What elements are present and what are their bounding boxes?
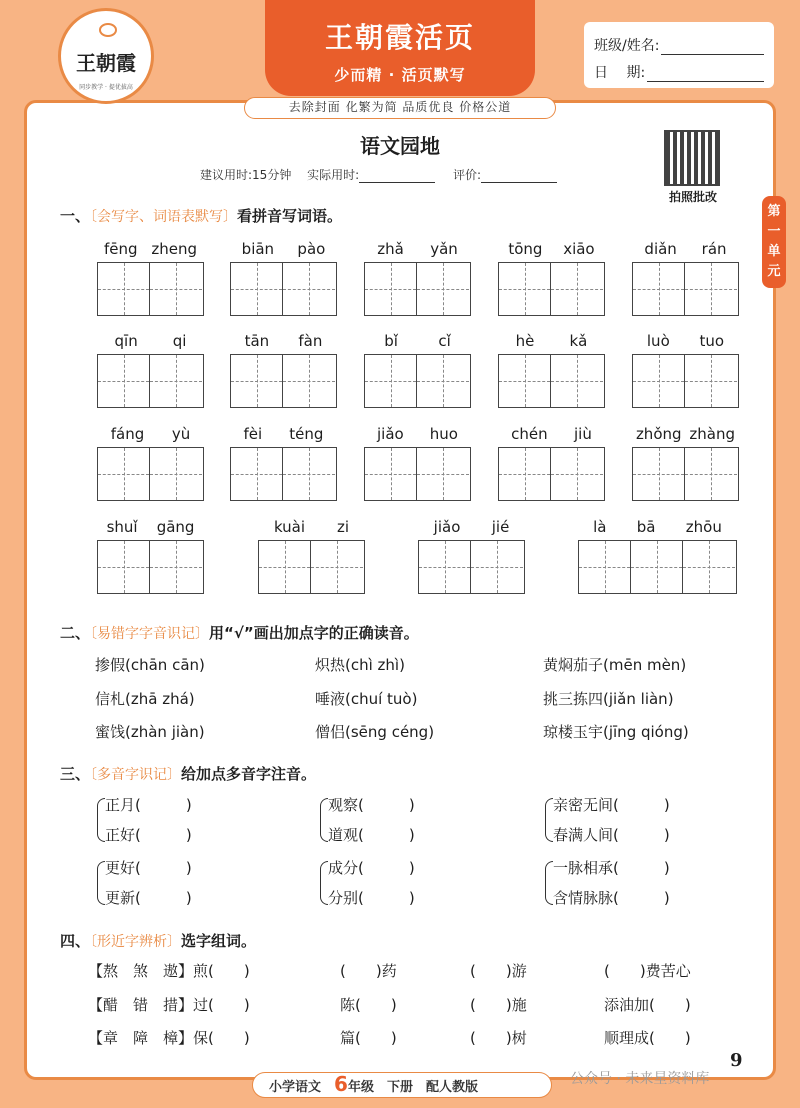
pronunciation-item[interactable]: 蜜饯(zhàn jiàn)	[95, 723, 205, 741]
writing-boxes	[498, 354, 605, 408]
pinyin-group	[364, 240, 471, 316]
writing-cell[interactable]	[499, 263, 551, 315]
pronunciation-item[interactable]: 炽热(chì zhì)	[315, 656, 405, 674]
pinyin-group	[498, 332, 605, 408]
writing-cell[interactable]	[685, 355, 737, 407]
pinyin-text: tān fàn	[244, 332, 323, 350]
writing-boxes	[632, 447, 739, 501]
section-tag: 〔易错字字音识记〕	[90, 626, 210, 642]
word-blank-item[interactable]: ( )施	[470, 996, 527, 1014]
writing-cell[interactable]	[283, 355, 335, 407]
footer-badge	[252, 1072, 552, 1098]
polyphone-item[interactable]: 正好( )	[105, 826, 192, 844]
polyphone-pair	[553, 853, 670, 913]
writing-cell[interactable]	[631, 541, 683, 593]
writing-cell[interactable]	[150, 541, 202, 593]
writing-cell[interactable]	[633, 448, 685, 500]
pinyin-group	[498, 425, 605, 501]
actual-time-label: 实际用时:	[307, 168, 360, 182]
pinyin-group	[97, 518, 204, 594]
footer-grade: 6	[334, 1072, 348, 1096]
writing-cell[interactable]	[150, 263, 202, 315]
writing-cell[interactable]	[231, 448, 283, 500]
pinyin-group	[97, 425, 204, 501]
pinyin-group	[230, 332, 337, 408]
pinyin-text: fēng zheng	[103, 240, 198, 258]
section-number: 三、	[60, 765, 91, 783]
section-tag: 〔多音字识记〕	[90, 767, 182, 783]
pinyin-text: fáng yù	[110, 425, 191, 443]
series-subtitle: 少而精 · 活页默写	[334, 66, 466, 84]
pronunciation-item[interactable]: 僧侣(sēng céng)	[315, 723, 435, 741]
writing-boxes	[632, 354, 739, 408]
writing-boxes	[230, 262, 337, 316]
char-choice-item[interactable]: 【熬 煞 遨】煎( )	[88, 962, 250, 980]
writing-cell[interactable]	[471, 541, 523, 593]
writing-cell[interactable]	[283, 263, 335, 315]
word-blank-item[interactable]: ( )树	[470, 1029, 527, 1047]
qr-code-icon[interactable]	[664, 130, 720, 186]
writing-cell[interactable]	[98, 263, 150, 315]
pinyin-text: bǐ cǐ	[384, 332, 451, 350]
pinyin-text: zhǎ yǎn	[377, 240, 458, 258]
writing-cell[interactable]	[150, 448, 202, 500]
writing-cell[interactable]	[259, 541, 311, 593]
section-2-heading	[60, 622, 419, 643]
pinyin-text: là bā zhōu	[593, 518, 722, 536]
writing-cell[interactable]	[579, 541, 631, 593]
writing-boxes	[578, 540, 737, 594]
writing-cell[interactable]	[551, 355, 603, 407]
writing-boxes	[230, 354, 337, 408]
writing-cell[interactable]	[98, 541, 150, 593]
pinyin-group	[97, 332, 204, 408]
brace-icon	[545, 861, 553, 905]
pinyin-group	[578, 518, 737, 594]
writing-boxes	[258, 540, 365, 594]
writing-cell[interactable]	[231, 263, 283, 315]
pinyin-group	[230, 425, 337, 501]
polyphone-item[interactable]: 更好( )	[105, 859, 192, 877]
writing-cell[interactable]	[685, 448, 737, 500]
writing-boxes	[230, 447, 337, 501]
writing-cell[interactable]	[499, 448, 551, 500]
polyphone-item[interactable]: 成分( )	[328, 859, 415, 877]
word-blank-item[interactable]: ( )费苦心	[604, 962, 691, 980]
watermark: 公众号 · 未来星资料库	[570, 1071, 710, 1087]
polyphone-pair	[328, 790, 415, 850]
polyphone-pair	[328, 853, 415, 913]
writing-cell[interactable]	[231, 355, 283, 407]
pronunciation-item[interactable]: 黄焖茄子(mēn mèn)	[543, 656, 687, 674]
polyphone-item[interactable]: 含情脉脉( )	[553, 889, 670, 907]
pinyin-group	[364, 425, 471, 501]
char-choice-item[interactable]: 【章 障 樟】保( )	[88, 1029, 250, 1047]
writing-boxes	[97, 354, 204, 408]
polyphone-item[interactable]: 一脉相承( )	[553, 859, 670, 877]
unit-tab-char: 单	[767, 244, 781, 259]
pinyin-group	[230, 240, 337, 316]
suggested-time: 建议用时:15分钟	[200, 168, 292, 182]
writing-cell[interactable]	[417, 355, 469, 407]
writing-cell[interactable]	[311, 541, 363, 593]
pinyin-group	[632, 332, 739, 408]
unit-tab	[762, 196, 786, 288]
section-4-heading	[60, 930, 256, 951]
unit-tab-char: 元	[767, 264, 781, 279]
pinyin-text: tōng xiāo	[508, 240, 595, 258]
section-number: 二、	[60, 624, 91, 642]
pinyin-text: jiǎo huo	[377, 425, 458, 443]
writing-cell[interactable]	[551, 448, 603, 500]
qr-caption: 拍照批改	[668, 190, 717, 204]
unit-tab-char: 一	[767, 224, 781, 239]
pinyin-text: biān pào	[241, 240, 326, 258]
logo-text: 王朝霞	[76, 51, 136, 75]
pronunciation-item[interactable]: 掺假(chān cān)	[95, 656, 205, 674]
pinyin-text: shuǐ gāng	[106, 518, 195, 536]
pinyin-group	[97, 240, 204, 316]
section-instruction: 看拼音写词语。	[237, 207, 343, 225]
writing-boxes	[632, 262, 739, 316]
writing-cell[interactable]	[283, 448, 335, 500]
pinyin-group	[498, 240, 605, 316]
section-instruction: 给加点多音字注音。	[181, 765, 317, 783]
section-3-heading	[60, 763, 316, 784]
class-name-label: 班级/姓名:	[594, 38, 660, 54]
word-blank-item[interactable]: ( )游	[470, 962, 527, 980]
polyphone-item[interactable]: 正月( )	[105, 796, 192, 814]
pinyin-text: qīn qi	[114, 332, 187, 350]
series-title: 王朝霞活页	[324, 21, 475, 54]
writing-cell[interactable]	[417, 448, 469, 500]
writing-boxes	[97, 540, 204, 594]
evaluation-label: 评价:	[453, 168, 482, 182]
writing-boxes	[364, 354, 471, 408]
writing-cell[interactable]	[365, 355, 417, 407]
pinyin-group	[418, 518, 525, 594]
pronunciation-item[interactable]: 唾液(chuí tuò)	[315, 690, 418, 708]
writing-boxes	[97, 262, 204, 316]
brace-icon	[320, 861, 328, 905]
actual-time-field[interactable]	[359, 171, 435, 183]
writing-boxes	[498, 447, 605, 501]
writing-cell[interactable]	[150, 355, 202, 407]
writing-cell[interactable]	[365, 448, 417, 500]
unit-tab-char: 第	[767, 204, 781, 219]
pronunciation-item[interactable]: 琼楼玉宇(jīng qióng)	[543, 723, 689, 741]
writing-boxes	[498, 262, 605, 316]
brace-icon	[545, 798, 553, 842]
polyphone-item[interactable]: 道观( )	[328, 826, 415, 844]
char-choice-item[interactable]: 【醋 错 措】过( )	[88, 996, 250, 1014]
section-instruction: 选字组词。	[181, 932, 257, 950]
pinyin-text: fèi téng	[243, 425, 324, 443]
writing-boxes	[364, 447, 471, 501]
polyphone-item[interactable]: 更新( )	[105, 889, 192, 907]
pinyin-text: hè kǎ	[515, 332, 588, 350]
section-number: 四、	[60, 932, 91, 950]
writing-cell[interactable]	[499, 355, 551, 407]
writing-cell[interactable]	[685, 263, 737, 315]
class-name-field[interactable]	[661, 37, 764, 55]
pinyin-group	[364, 332, 471, 408]
word-blank-item[interactable]: ( )药	[340, 962, 397, 980]
pinyin-text: jiǎo jié	[433, 518, 510, 536]
brace-icon	[320, 798, 328, 842]
writing-boxes	[418, 540, 525, 594]
date-label: 日 期:	[594, 65, 646, 81]
page-number: 9	[730, 1050, 743, 1071]
writing-boxes	[97, 447, 204, 501]
crown-icon	[99, 23, 117, 37]
section-number: 一、	[60, 207, 91, 225]
writing-cell[interactable]	[417, 263, 469, 315]
logo-subtext: 同步教学 · 提优拔高	[79, 84, 133, 91]
writing-cell[interactable]	[633, 355, 685, 407]
writing-cell[interactable]	[551, 263, 603, 315]
writing-cell[interactable]	[98, 355, 150, 407]
pinyin-text: luò tuo	[646, 332, 725, 350]
writing-cell[interactable]	[98, 448, 150, 500]
pinyin-text: chén jiù	[511, 425, 592, 443]
time-hint	[200, 166, 640, 183]
section-tag: 〔形近字辨析〕	[90, 934, 182, 950]
brand-logo	[58, 8, 154, 104]
brace-icon	[97, 798, 105, 842]
word-blank-item[interactable]: 篇( )	[340, 1029, 397, 1047]
polyphone-pair	[553, 790, 670, 850]
polyphone-item[interactable]: 春满人间( )	[553, 826, 670, 844]
polyphone-item[interactable]: 分别( )	[328, 889, 415, 907]
polyphone-item[interactable]: 观察( )	[328, 796, 415, 814]
footer-edition: 年级 下册 配人教版	[347, 1080, 478, 1095]
pronunciation-item[interactable]: 信札(zhā zhá)	[95, 690, 195, 708]
word-blank-item[interactable]: 顺理成( )	[604, 1029, 691, 1047]
polyphone-item[interactable]: 亲密无间( )	[553, 796, 670, 814]
pronunciation-item[interactable]: 挑三拣四(jiǎn liàn)	[543, 690, 674, 708]
section-tag: 〔会写字、词语表默写〕	[90, 209, 238, 225]
section-instruction: 用“√”画出加点字的正确读音。	[209, 624, 419, 642]
pinyin-text: diǎn rán	[644, 240, 727, 258]
pinyin-group	[632, 240, 739, 316]
pinyin-group	[632, 425, 739, 501]
writing-cell[interactable]	[365, 263, 417, 315]
writing-cell[interactable]	[419, 541, 471, 593]
student-info-box	[584, 22, 774, 88]
polyphone-pair	[105, 853, 192, 913]
writing-boxes	[364, 262, 471, 316]
footer-subject: 小学语文	[269, 1080, 322, 1095]
polyphone-pair	[105, 790, 192, 850]
pinyin-text: kuài zi	[273, 518, 350, 536]
page-title: 语文园地	[360, 134, 440, 158]
date-field[interactable]	[647, 64, 764, 82]
word-blank-item[interactable]: 添油加( )	[604, 996, 691, 1014]
writing-cell[interactable]	[683, 541, 735, 593]
section-1-heading	[60, 205, 342, 226]
writing-cell[interactable]	[633, 263, 685, 315]
slogan: 去除封面 化繁为简 品质优良 价格公道	[244, 97, 556, 119]
evaluation-field[interactable]	[481, 171, 557, 183]
pinyin-group	[258, 518, 365, 594]
pinyin-text: zhǒng zhàng	[635, 425, 736, 443]
brace-icon	[97, 861, 105, 905]
word-blank-item[interactable]: 陈( )	[340, 996, 397, 1014]
series-banner	[265, 0, 535, 96]
